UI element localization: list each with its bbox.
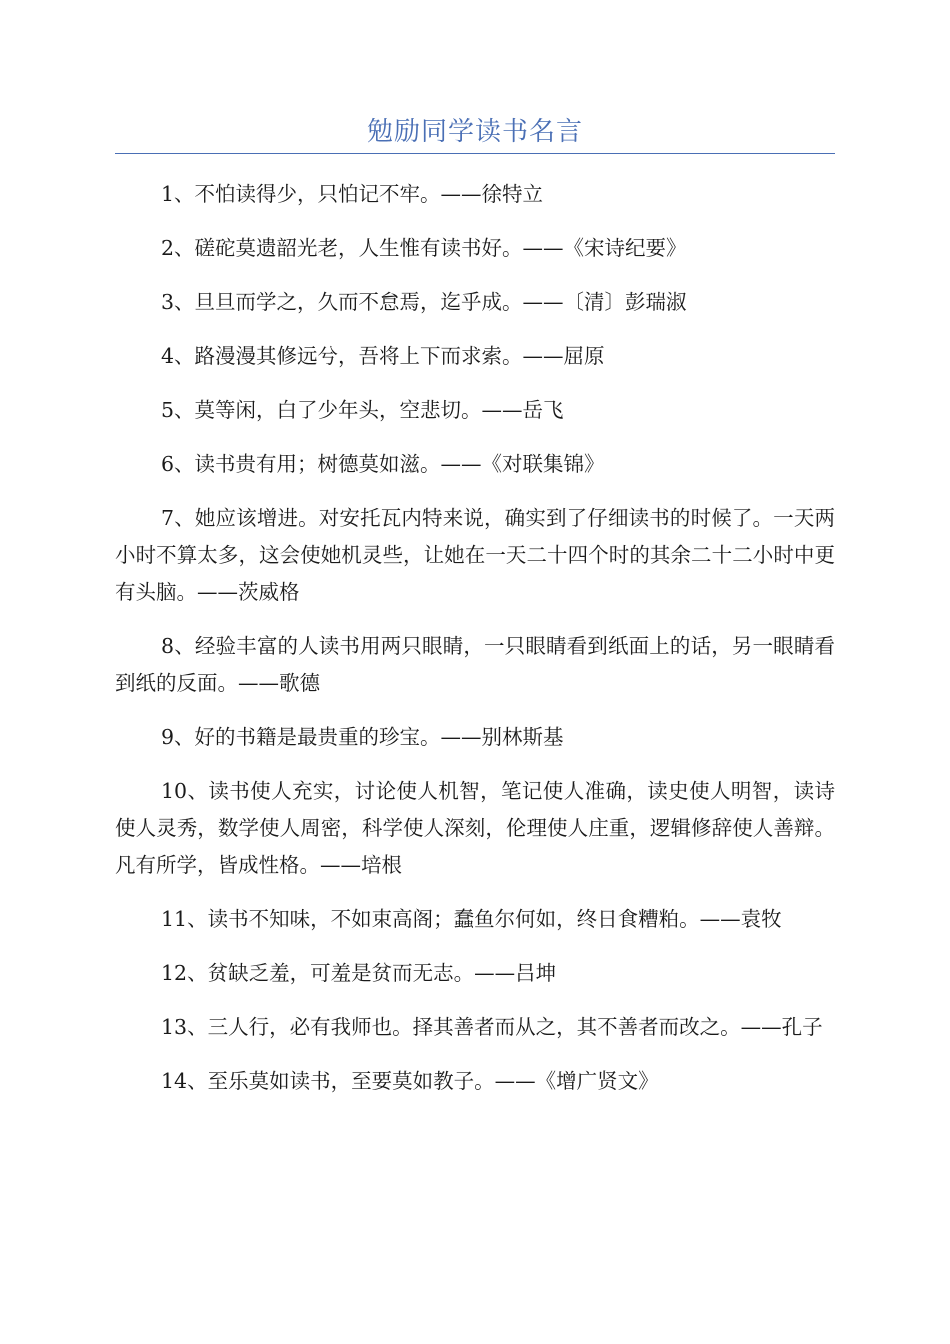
quote-item-13: 13、三人行，必有我师也。择其善者而从之，其不善者而改之。——孔子 [161,1015,823,1039]
page-title: 勉励同学读书名言 [366,117,583,147]
quote-item-7: 7、她应该增进。对安托瓦内特来说，确实到了仔细读书的时候了。一天两小时不算太多，这会使她机灵些，让她在一天二十四个时的其余二十二小时中更有头脑。——茨威格 [115,506,835,604]
quote-item-2: 2、磋砣莫遗韶光老，人生惟有读书好。——《宋诗纪要》 [161,236,687,260]
quote-item-8: 8、经验丰富的人读书用两只眼睛，一只眼睛看到纸面上的话，另一眼睛看到纸的反面。——歌德 [115,634,835,695]
quote-item-6: 6、读书贵有用；树德莫如滋。——《对联集锦》 [161,452,605,476]
quote-item-5: 5、莫等闲，白了少年头，空悲切。——岳飞 [161,398,564,422]
quote-item-14: 14、至乐莫如读书，至要莫如教子。——《增广贤文》 [161,1069,659,1093]
quote-item-11: 11、读书不知味，不如束高阁；蠢鱼尔何如，终日食糟粕。——袁牧 [161,907,782,931]
quote-item-12: 12、贫缺乏羞，可羞是贫而无志。——吕坤 [161,961,557,985]
quote-item-4: 4、路漫漫其修远兮，吾将上下而求索。——屈原 [161,344,605,368]
quote-item-3: 3、旦旦而学之，久而不怠焉，迄乎成。——〔清〕彭瑞淑 [161,290,687,314]
quote-item-9: 9、好的书籍是最贵重的珍宝。——别林斯基 [161,725,564,749]
quote-item-10: 10、读书使人充实，讨论使人机智，笔记使人准确，读史使人明智，读诗使人灵秀，数学使人周密，科学使人深刻，伦理使人庄重，逻辑修辞使人善辩。凡有所学，皆成性格。——培根 [115,779,835,877]
quote-item-1: 1、不怕读得少，只怕记不牢。——徐特立 [161,182,544,206]
title-underline [115,153,835,154]
quote-list [115,176,835,1117]
